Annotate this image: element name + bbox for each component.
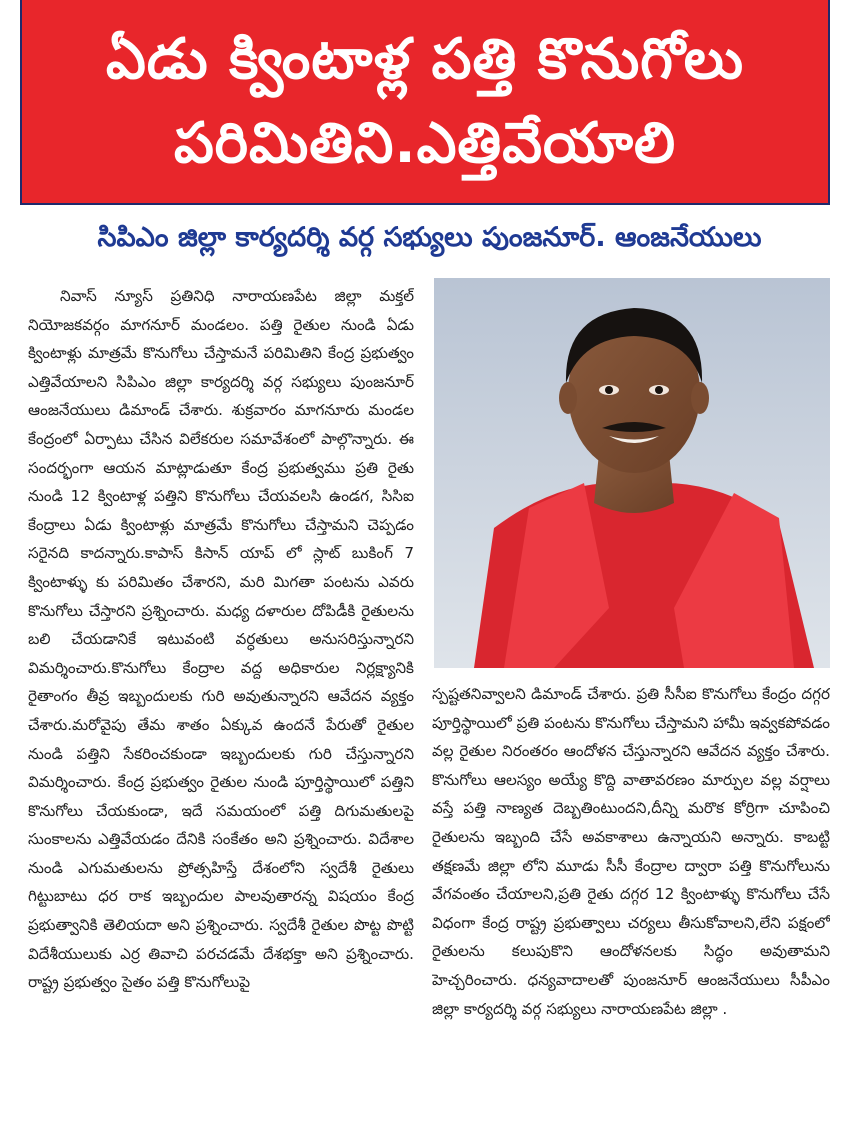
headline-line-1: ఏడు క్వింటాళ్ల పత్తి కొనుగోలు	[106, 26, 744, 92]
article-left-column: నివాస్ న్యూస్ ప్రతినిధి నారాయణపేట జిల్లా మక్తల్ నియోజకవర్గం మాగనూర్ మండలం. పత్తి రైతుల నుండి ఏడు క్వింటాళ్లు మాత్రమే కొనుగోలు చేస్తామనే పరిమితిని కేంద్ర ప్రభుత్వం ఎత్తివేయాలని సిపిఎం జిల్లా కార్యదర్శి వర్గ సభ్యులు పుంజనూర్ ఆంజనేయులు డిమాండ్ చేశారు. శుక్రవారం మాగనూరు మండల కేంద్రంలో ఏర్పాటు చేసిన విలేకరుల సమావేశంలో పాల్గొన్నారు. ఈ సందర్భంగా ఆయన మాట్లాడుతూ కేంద్ర ప్రభుత్వము ప్రతి రైతు నుండి 12 క్వింటాళ్ల పత్తిని కొనుగోలు చేయవలసి ఉండగ, సిసిఐ కేంద్రాలు ఏడు క్వింటాళ్లు మాత్రమే కొనుగోలు చేస్తామని చెప్పడం సరైనది కాదన్నారు.కాపాస్ కిసాన్ యాప్ లో స్లాట్ బుకింగ్ 7 క్వింటాళ్ళు కు పరిమితం చేశారని, మరి మిగతా పంటను ఎవరు కొనుగోలు చేస్తారని ప్రశ్నించారు. మధ్య దళారుల దోపిడీకి రైతులను బలి చేయడానికే ఇటువంటి వర్ధతులు అనుసరిస్తున్నారని విమర్శించారు.కొనుగోలు కేంద్రాల వద్ద అధికారుల నిర్లక్ష్యానికి రైతాంగం తీవ్ర ఇబ్బందులకు గురి అవుతున్నారని ఆవేదన వ్యక్తం చేశారు.మరోవైపు తేమ శాతం ఏక్కువ ఉందనే పేరుతో రైతుల నుండి పత్తిని సేకరించకుండా ఇబ్బందులకు గురి చేస్తున్నారని విమర్శించారు. కేంద్ర ప్రభుత్వం రైతుల నుండి పూర్తిస్థాయిలో పత్తిని కొనుగోలు చేయకుండా, ఇదే సమయంలో పత్తి దిగుమతులపై సుంకాలను ఎత్తివేయడం దేనికి సంకేతం అని ప్రశ్నించారు. విదేశాల నుండి ఎగుమతులను ప్రోత్సహిస్తే దేశంలోని స్వదేశీ రైతులు గిట్టుబాటు ధర రాక ఇబ్బందుల పాలవుతారన్న విషయం కేంద్ర ప్రభుత్వానికి తెలియదా అని ప్రశ్నించారు. స్వదేశీ రైతుల పొట్ట పొట్టి విదేశీయులుకు ఎర్ర తివాచి పరచడమే దేశభక్తా అని ప్రశ్నించారు. రాష్ట్ర ప్రభుత్వం సైతం పత్తి కొనుగోలుపై	[28, 287, 414, 992]
headline-line-2: పరిమితిని.ఎత్తివేయాలి	[173, 110, 677, 176]
portrait-photo	[434, 278, 830, 668]
subheadline: సిపిఎం జిల్లా కార్యదర్శి వర్గ సభ్యులు పుంజనూర్. ఆంజనేయులు	[97, 222, 762, 253]
person-portrait-icon	[434, 278, 830, 668]
headline-banner	[20, 0, 830, 205]
article-right-column: స్పష్టతనివ్వాలని డిమాండ్ చేశారు. ప్రతి సీసీఐ కొనుగోలు కేంద్రం దగ్గర పూర్తిస్థాయిలో ప్రతి పంటను కొనుగోలు చేస్తామని హామీ ఇవ్వకపోవడం వల్ల రైతుల నిరంతరం ఆందోళన చేస్తున్నారని ఆవేదన వ్యక్తం చేశారు. కొనుగోలు ఆలస్యం అయ్యే కొద్ది వాతావరణం మార్పుల వల్ల వర్షాలు వస్తే పత్తి నాణ్యత దెబ్బతింటుందని,దీన్ని మరొక కోర్రిగా చూపించి రైతులను ఇబ్బంది చేసే అవకాశాలు ఉన్నాయని అన్నారు. కాబట్టి తక్షణమే జిల్లా లోని మూడు సీసీ కేంద్రాల ద్వారా పత్తి కొనుగోలును వేగవంతం చేయాలని,ప్రతి రైతు దగ్గర 12 క్వింటాళ్ళు కొనుగోలు చేసే విధంగా కేంద్ర రాష్ట్ర ప్రభుత్వాలు చర్యలు తీసుకోవాలని,లేని పక్షంలో రైతులను కలుపుకొని ఆందోళనలకు సిద్ధం అవుతామని హెచ్చరించారు. ధన్యవాదాలతో పుంజనూర్ ఆంజనేయులు సీపీఎం జిల్లా కార్యదర్శి వర్గ సభ్యులు నారాయణపేట జిల్లా .	[432, 685, 830, 1018]
